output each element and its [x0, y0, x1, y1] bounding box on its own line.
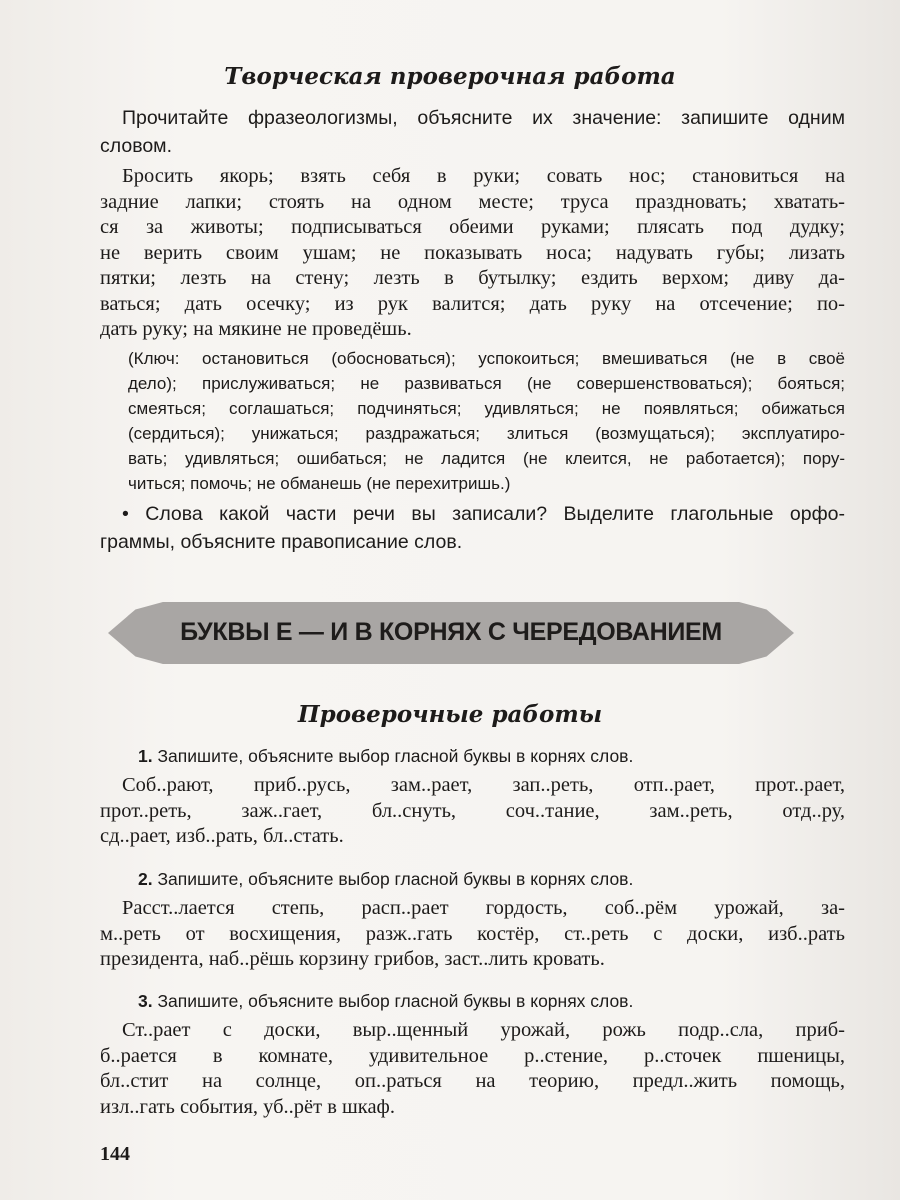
text-line: Расст..лается степь, расп..рает гордость, соб..рём урожай, за- [122, 897, 845, 919]
text-line: ваться; дать осечку; из рук валится; дать руку на отсечение; по- [100, 292, 845, 315]
task-2-instruction [138, 868, 633, 890]
task-number: 3. [138, 991, 153, 1011]
text-line: Ст..рает с доски, выр..щенный урожай, рожь подр..сла, приб- [122, 1019, 845, 1041]
chapter-title: БУКВЫ Е — И В КОРНЯХ С ЧЕРЕДОВАНИЕМ [180, 618, 722, 646]
question-paragraph [100, 500, 845, 556]
task-2-words [100, 896, 845, 973]
answer-key [128, 346, 845, 496]
text-line: читься; помочь; не обманешь (не перехитришь.) [128, 474, 511, 493]
text-line: задние лапки; стоять на одном месте; труса праздновать; хватать- [100, 190, 845, 213]
text-line: (сердиться); унижаться; раздражаться; злиться (возмущаться); эксплуатиро- [128, 424, 845, 443]
section-title-tests: Проверочные работы [297, 701, 603, 728]
text-line: Бросить якорь; взять себя в руки; совать нос; становиться на [122, 165, 845, 187]
task-text: Запишите, объясните выбор гласной буквы в корнях слов. [157, 746, 634, 766]
task-1-instruction [138, 745, 633, 767]
task-3-instruction [138, 990, 633, 1012]
text-line: сд..рает, изб..рать, бл..стать. [100, 825, 344, 847]
text-line: граммы, объясните правописание слов. [100, 531, 463, 553]
text-line: б..рается в комнате, удивительное р..стение, р..сточек пшеницы, [100, 1044, 845, 1067]
task-number: 1. [138, 746, 153, 766]
text-line: не верить своим ушам; не показывать носа; надувать губы; лизать [100, 241, 845, 264]
instruction-paragraph [100, 104, 845, 160]
section-title-creative-test: Творческая проверочная работа [224, 63, 676, 90]
text-line: изл..гать события, уб..рёт в шкаф. [100, 1095, 395, 1118]
text-line: (Ключ: остановиться (обосноваться); успокоиться; вмешиваться (не в своё [128, 349, 845, 368]
text-line: словом. [100, 135, 173, 157]
text-line: прот..реть, заж..гает, бл..снуть, соч..тание, зам..реть, отд..ру, [100, 799, 845, 822]
text-line: президента, наб..рёшь корзину грибов, заст..лить кровать. [100, 948, 605, 970]
task-number: 2. [138, 869, 153, 889]
page-number: 144 [100, 1143, 130, 1165]
task-3-words [100, 1018, 845, 1120]
text-line: бл..стит на солнце, оп..раться на теорию, предл..жить помощь, [100, 1070, 845, 1092]
text-line: дело); прислуживаться; не развиваться (не совершенствоваться); бояться; [128, 374, 845, 393]
text-line: вать; удивляться; ошибаться; не ладится (не клеится, не работается); пору- [128, 449, 845, 468]
text-line: смеяться; соглашаться; подчиняться; удивляться; не появляться; обижаться [128, 399, 845, 418]
text-line: Соб..рают, приб..русь, зам..рает, зап..реть, отп..рает, прот..рает, [122, 774, 845, 796]
text-line: • Слова какой части речи вы записали? Выделите глагольные орфо- [122, 503, 845, 525]
task-1-words [100, 773, 845, 850]
text-line: ся за животы; подписываться обеими руками; плясать под дудку; [100, 216, 845, 238]
task-text: Запишите, объясните выбор гласной буквы в корнях слов. [157, 991, 634, 1011]
text-line: м..реть от восхищения, разж..гать костёр, ст..реть с доски, изб..рать [100, 922, 845, 945]
task-text: Запишите, объясните выбор гласной буквы в корнях слов. [157, 869, 634, 889]
text-line: пятки; лезть на стену; лезть в бутылку; ездить верхом; диву да- [100, 267, 845, 289]
text-line: дать руку; на мякине не проведёшь. [100, 318, 412, 340]
phraseologisms-paragraph [100, 164, 845, 343]
text-line: Прочитайте фразеологизмы, объясните их значение: запишите одним [122, 107, 845, 129]
